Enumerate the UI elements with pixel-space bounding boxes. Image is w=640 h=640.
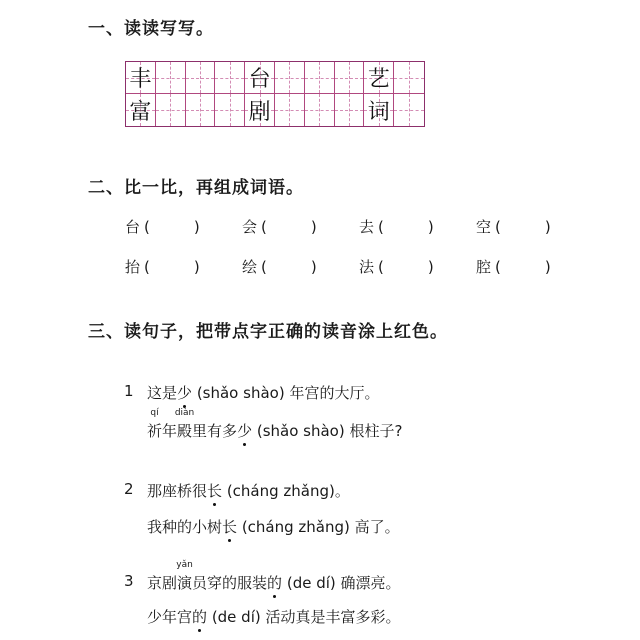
sentence: 少年宫的 (de dí) 活动真是丰富多彩。 [147, 608, 401, 626]
pinyin-options[interactable]: (shǎo shào) [196, 384, 285, 402]
grid-cell[interactable]: 台 [245, 62, 275, 94]
grid-cell[interactable] [275, 94, 305, 126]
answer-blank[interactable]: ( ) [495, 218, 551, 236]
dotted-char: 长 [222, 518, 238, 536]
section2-title: 二、比一比，再组成词语。 [88, 178, 304, 198]
question-number: 1 [124, 382, 134, 400]
compare-pair: 会 ( ) [242, 218, 317, 236]
compare-pair: 空 ( ) [476, 218, 551, 236]
grid-cell[interactable] [156, 62, 186, 94]
ruby-char: yǎn 演 [176, 560, 193, 592]
compare-pair: 台 ( ) [125, 218, 200, 236]
dotted-char: 少 [177, 384, 193, 402]
ruby-char: diàn 殿 [174, 408, 195, 440]
grid-cell[interactable] [215, 62, 245, 94]
grid-cell[interactable]: 艺 [364, 62, 394, 94]
answer-blank[interactable]: ( ) [495, 258, 551, 276]
pinyin-options[interactable]: (shǎo shào) [256, 422, 345, 440]
ruby-char: qí 祈 [147, 408, 163, 440]
grid-cell[interactable] [186, 62, 216, 94]
question-number: 3 [124, 572, 134, 590]
answer-blank[interactable]: ( ) [261, 218, 317, 236]
dotted-char: 的 [267, 574, 283, 592]
grid-cell[interactable] [215, 94, 245, 126]
sentence: 这是少 (shǎo shào) 年宫的大厅。 [147, 384, 380, 402]
pinyin-options[interactable]: (cháng zhǎng) [241, 518, 350, 536]
character-writing-grid [125, 61, 425, 127]
sentence: 我种的小树长 (cháng zhǎng) 高了。 [147, 518, 400, 536]
compare-pair: 去 ( ) [359, 218, 434, 236]
dotted-char: 的 [192, 608, 208, 626]
answer-blank[interactable]: ( ) [144, 258, 200, 276]
grid-cell[interactable]: 丰 [126, 62, 156, 94]
section3-title: 三、读句子，把带点字正确的读音涂上红色。 [88, 322, 448, 342]
grid-cell[interactable] [335, 62, 365, 94]
question-number: 2 [124, 480, 134, 498]
sentence: 京剧 yǎn 演员穿的服装的 (de dí) 确漂亮。 [147, 560, 401, 592]
sentence: qí 祈年 diàn 殿里有多少 (shǎo shào) 根柱子? [147, 408, 403, 440]
compare-pair: 腔 ( ) [476, 258, 551, 276]
pinyin-options[interactable]: (cháng zhǎng) [226, 482, 335, 500]
section1-title: 一、读读写写。 [88, 19, 214, 39]
grid-cell[interactable] [394, 62, 424, 94]
grid-cell[interactable]: 富 [126, 94, 156, 126]
grid-cell[interactable]: 词 [364, 94, 394, 126]
sentence: 那座桥很长 (cháng zhǎng)。 [147, 482, 350, 500]
grid-cell[interactable]: 剧 [245, 94, 275, 126]
answer-blank[interactable]: ( ) [378, 218, 434, 236]
pinyin-options[interactable]: (de dí) [286, 574, 336, 592]
dotted-char: 长 [207, 482, 223, 500]
compare-pair: 绘 ( ) [242, 258, 317, 276]
answer-blank[interactable]: ( ) [261, 258, 317, 276]
grid-cell[interactable] [186, 94, 216, 126]
grid-cell[interactable] [275, 62, 305, 94]
compare-pair: 法 ( ) [359, 258, 434, 276]
grid-cell[interactable] [305, 94, 335, 126]
grid-cell[interactable] [335, 94, 365, 126]
grid-cell[interactable] [156, 94, 186, 126]
compare-pair: 抬 ( ) [125, 258, 200, 276]
dotted-char: 少 [237, 422, 253, 440]
answer-blank[interactable]: ( ) [378, 258, 434, 276]
answer-blank[interactable]: ( ) [144, 218, 200, 236]
pinyin-options[interactable]: (de dí) [211, 608, 261, 626]
grid-cell[interactable] [394, 94, 424, 126]
grid-cell[interactable] [305, 62, 335, 94]
